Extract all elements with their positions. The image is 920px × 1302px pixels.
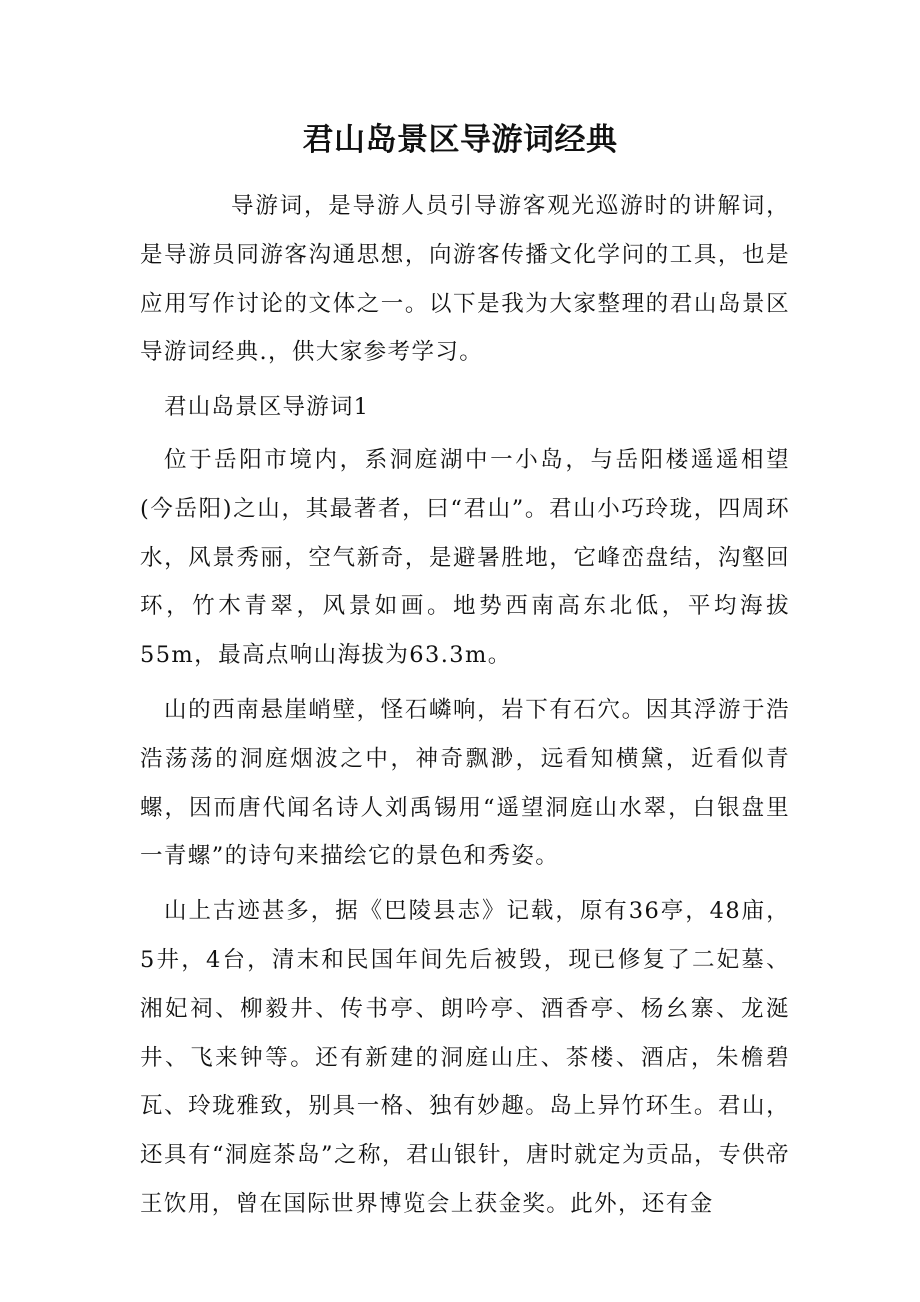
section-heading: 君山岛景区导游词1 (164, 394, 370, 421)
body-paragraph-southwest: 山的西南悬崖峭壁，怪石嶙响，岩下有石穴。因其浮游于浩浩荡荡的洞庭烟波之中，神奇飘渺，远看知横黛，近看似青螺，因而唐代闻名诗人刘禹锡用“遥望洞庭山水翠，白银盘里一青螺”的诗句来描绘它的景色和秀姿。 (140, 696, 790, 870)
body-paragraph-location: 位于岳阳市境内，系洞庭湖中一小岛，与岳阳楼遥遥相望(今岳阳)之山，其最著者，曰“君山”。君山小巧玲珑，四周环水，风景秀丽，空气新奇，是避暑胜地，它峰峦盘结，沟壑回环，竹木青翠，风景如画。地势西南高东北低，平均海拔55m，最高点响山海拔为63.3m。 (140, 446, 790, 669)
intro-paragraph: 导游词，是导游人员引导游客观光巡游时的讲解词，是导游员同游客沟通思想，向游客传播文化学问的工具，也是应用写作讨论的文体之一。以下是我为大家整理的君山岛景区导游词经典.，供大家参考学习。 (140, 193, 790, 366)
document-body (140, 182, 790, 1235)
document-title: 君山岛景区导游词经典 (302, 122, 618, 158)
body-paragraph-heritage: 山上古迹甚多，据《巴陵县志》记载，原有36亭，48庙，5井，4台，清末和民国年间先后被毁，现已修复了二妃墓、湘妃祠、柳毅井、传书亭、朗吟亭、酒香亭、杨幺寨、龙涎井、飞来钟等。还有新建的洞庭山庄、茶楼、酒店，朱檐碧瓦、玲珑雅致，别具一格、独有妙趣。岛上异竹环生。君山，还具有“洞庭茶岛”之称，君山银针，唐时就定为贡品，专供帝王饮用，曾在国际世界博览会上获金奖。此外，还有金 (140, 898, 790, 1217)
